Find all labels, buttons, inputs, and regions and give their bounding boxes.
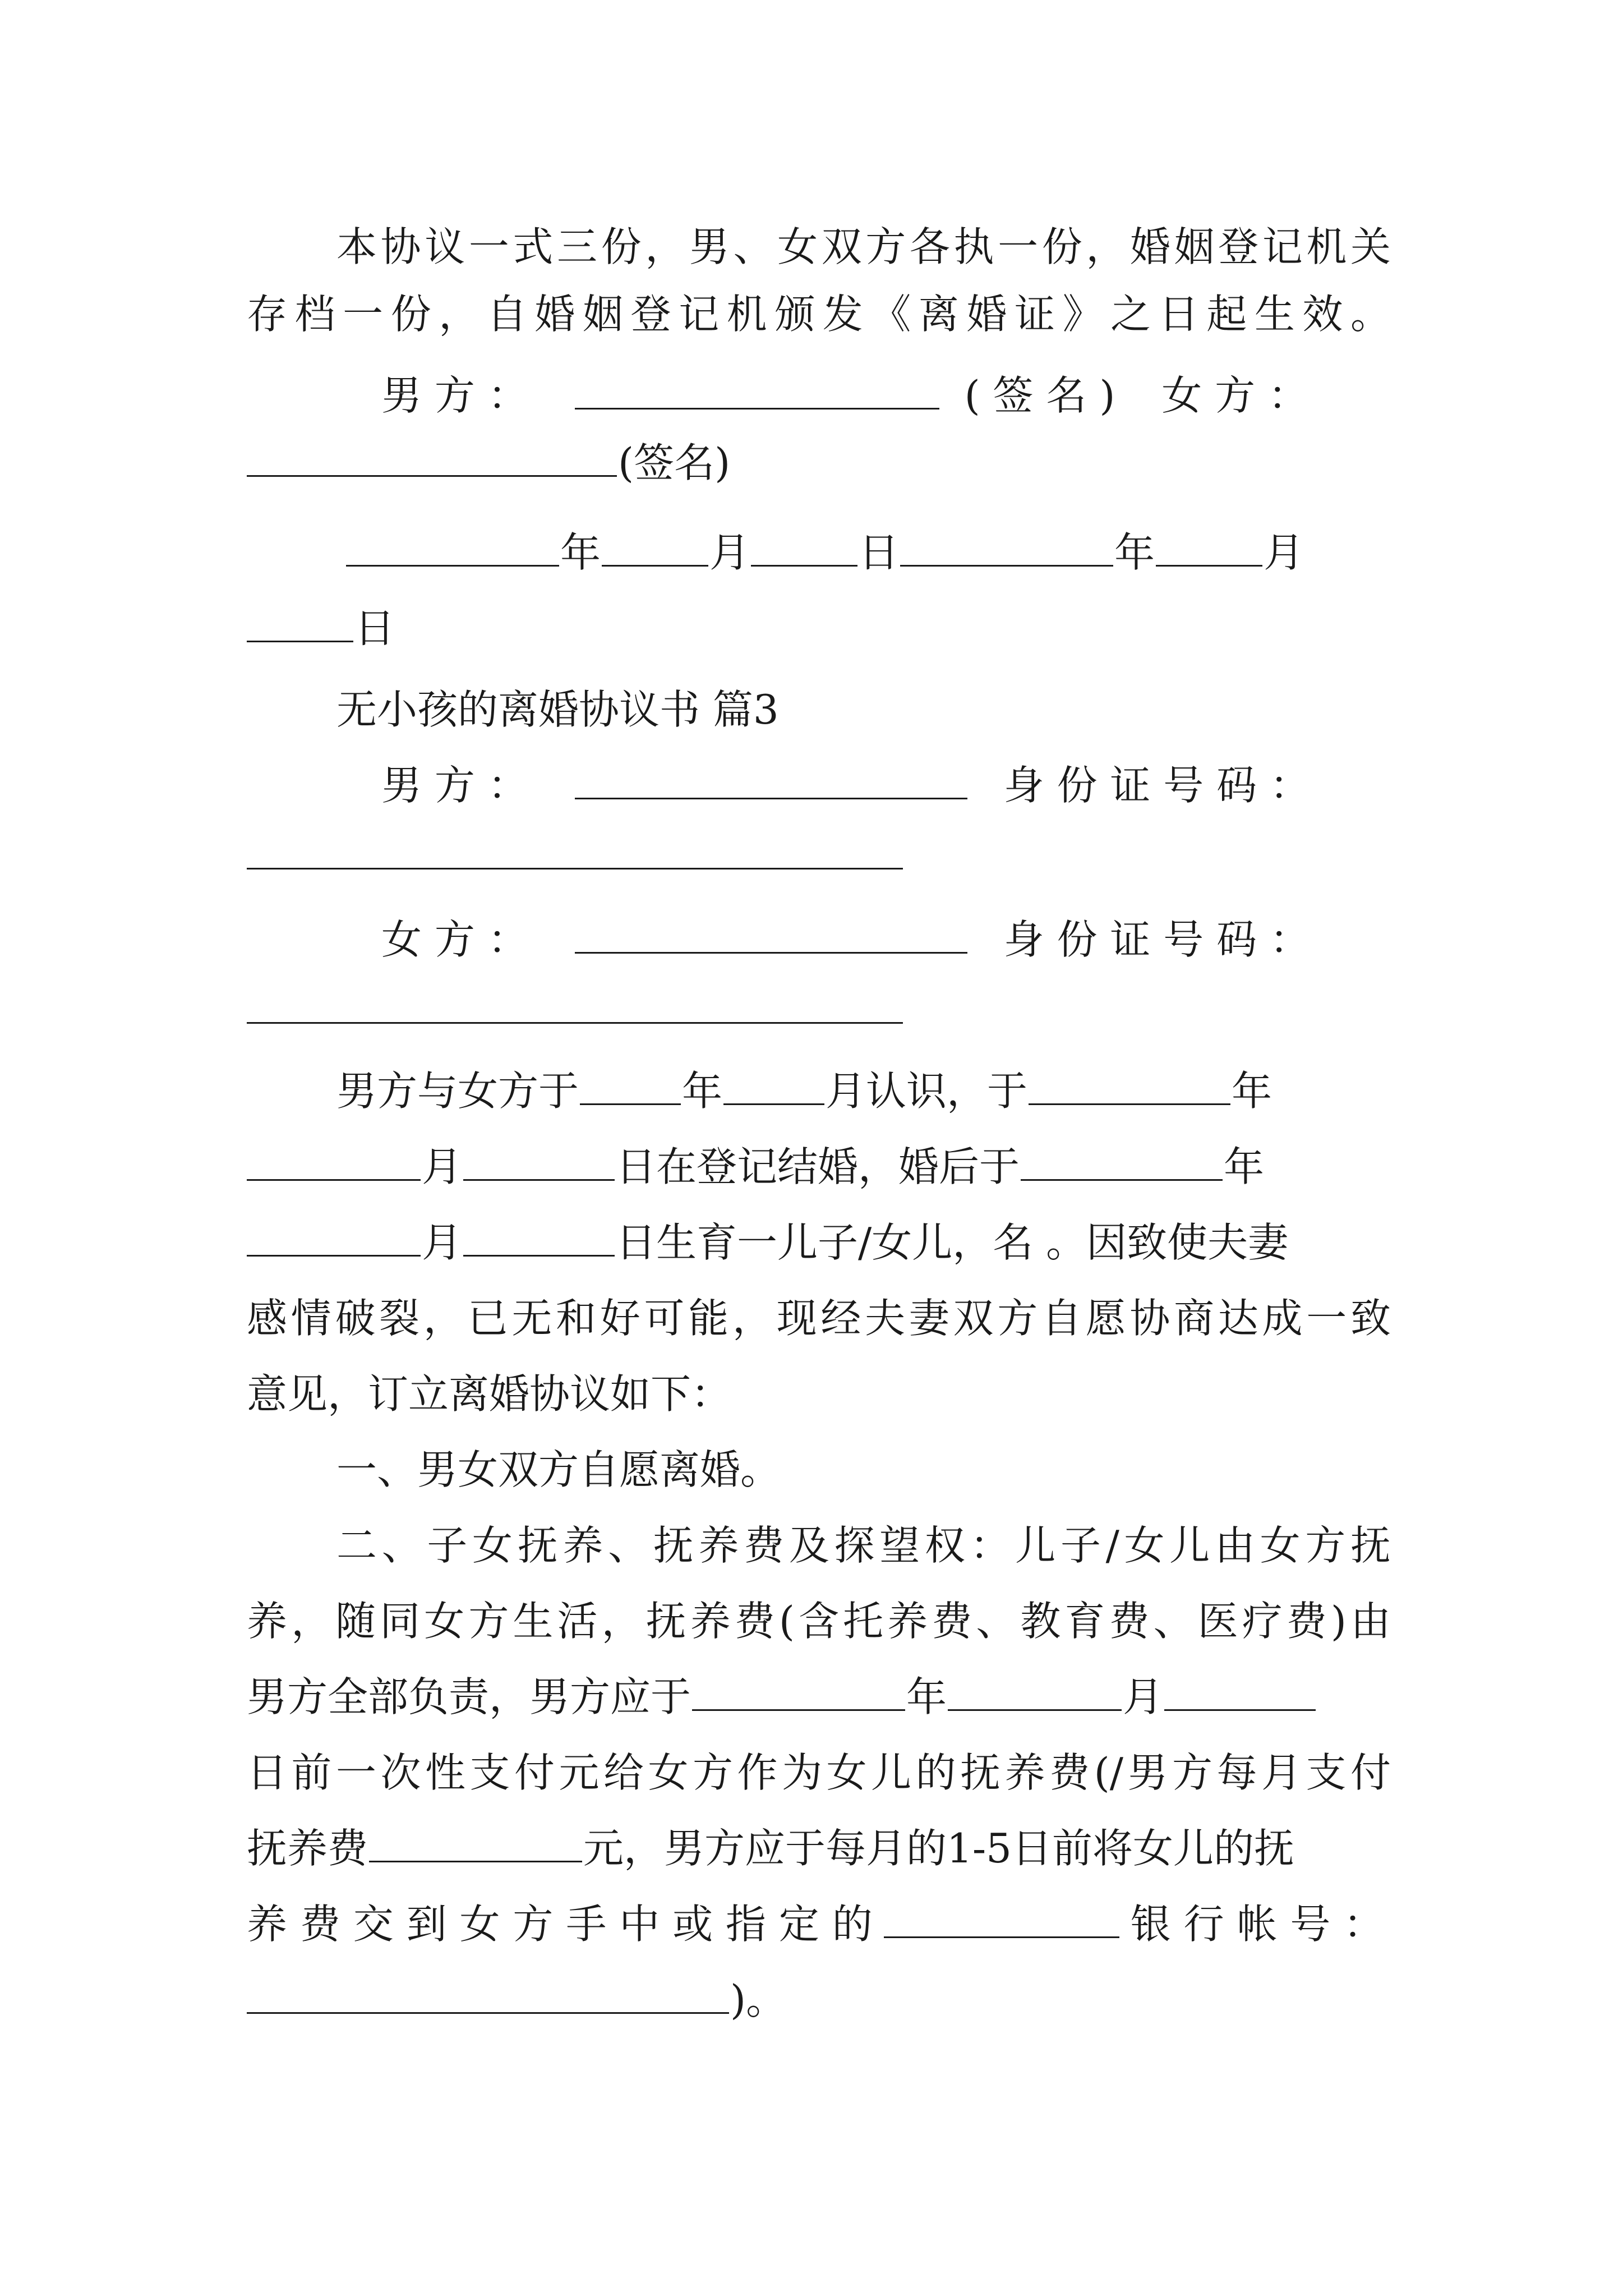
paragraph-line: 男方全部负责，男方应于 年 月: [247, 1666, 1391, 1728]
paragraph-line: 抚养费 元，男方应于每月的1-5日前将女儿的抚: [247, 1818, 1391, 1879]
paragraph-line: 日前一次性支付元给女方作为女儿的抚养费(/男方每月支付: [247, 1749, 1391, 1796]
clause-item: 一、男女双方自愿离婚。: [336, 1446, 781, 1493]
section-title: 无小孩的离婚协议书 篇3: [336, 686, 779, 733]
month-blank[interactable]: [723, 1064, 824, 1105]
month-blank[interactable]: [247, 1216, 421, 1257]
day-blank[interactable]: [751, 526, 857, 567]
male-id-line: [247, 825, 1391, 886]
date-line: 年 月 日 年 月: [345, 522, 1391, 583]
signature-line: (签名): [247, 432, 1391, 494]
female-id-line: 女 方 ： 身 份 证 号 码 ：: [381, 909, 1391, 970]
amount-blank[interactable]: [369, 1821, 582, 1862]
year-blank[interactable]: [580, 1064, 681, 1105]
paragraph-line: 养 费 交 到 女 方 手 中 或 指 定 的 银 行 帐 号 ：: [247, 1893, 1391, 1955]
day-blank[interactable]: [1164, 1670, 1316, 1711]
month-blank[interactable]: [602, 526, 708, 567]
paragraph-line: 月 日在登记结婚，婚后于 年: [247, 1136, 1391, 1198]
month-blank[interactable]: [1156, 526, 1262, 567]
day-blank[interactable]: [247, 601, 353, 642]
female-name-blank[interactable]: [575, 913, 967, 954]
year-blank[interactable]: [1021, 1140, 1223, 1181]
signature-blank[interactable]: [247, 436, 617, 477]
paragraph-line: 存档一份，自婚姻登记机颁发《离婚证》之日起生效。: [247, 291, 1391, 338]
male-name-blank[interactable]: [575, 758, 967, 799]
signature-blank[interactable]: [575, 369, 939, 409]
signature-line: 男 方 ： ( 签 名 ) 女 方 ：: [381, 365, 1391, 426]
paragraph-line: )。: [247, 1969, 1391, 2031]
female-id-blank[interactable]: [247, 983, 903, 1024]
day-blank[interactable]: [463, 1140, 615, 1181]
month-blank[interactable]: [948, 1670, 1122, 1711]
year-blank[interactable]: [900, 526, 1113, 567]
date-line: 日: [247, 597, 1391, 659]
female-id-line: [247, 979, 1391, 1041]
paragraph-line: 养，随同女方生活，抚养费(含托养费、教育费、医疗费)由: [247, 1598, 1391, 1645]
account-blank[interactable]: [247, 1973, 729, 2014]
paragraph-line: 本协议一式三份，男、女双方各执一份，婚姻登记机关: [336, 223, 1391, 270]
year-blank[interactable]: [692, 1670, 905, 1711]
male-id-line: 男 方 ： 身 份 证 号 码 ：: [381, 754, 1391, 816]
clause-item: 二、子女抚养、抚养费及探望权：儿子/女儿由女方抚: [336, 1522, 1391, 1569]
year-blank[interactable]: [346, 526, 559, 567]
month-blank[interactable]: [247, 1140, 421, 1181]
paragraph-line: 男方与女方于 年 月认识，于 年: [336, 1060, 1391, 1122]
bank-blank[interactable]: [884, 1897, 1119, 1938]
paragraph-line: 感情破裂，已无和好可能，现经夫妻双方自愿协商达成一致: [247, 1295, 1391, 1342]
day-blank[interactable]: [463, 1216, 615, 1257]
year-blank[interactable]: [1029, 1064, 1230, 1105]
male-id-blank[interactable]: [247, 829, 903, 869]
paragraph-line: 月 日生育一儿子/女儿，名 。因致使夫妻: [247, 1212, 1391, 1273]
paragraph-line: 意见，订立离婚协议如下：: [247, 1370, 732, 1418]
